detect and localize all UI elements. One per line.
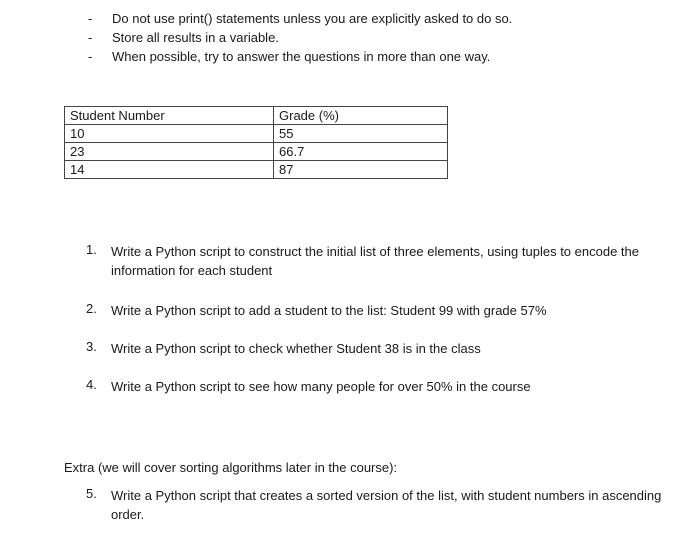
cell-grade: 66.7: [274, 143, 448, 161]
grades-table: [64, 106, 448, 179]
cell-grade: 55: [274, 125, 448, 143]
bullet-dash: -: [88, 30, 93, 45]
table-row: [65, 143, 448, 161]
question-line: Write a Python script that creates a sorted version of the list, with student numbers in ascending: [111, 488, 662, 503]
question-number: 2.: [86, 301, 97, 316]
question-number: 5.: [86, 486, 97, 501]
cell-grade: 87: [274, 161, 448, 179]
question-line: Write a Python script to see how many people for over 50% in the course: [111, 379, 531, 394]
table-row: [65, 161, 448, 179]
question-line: Write a Python script to check whether Student 38 is in the class: [111, 341, 481, 356]
question-text: [111, 301, 547, 320]
table-header-row: [65, 107, 448, 125]
instruction-list: [86, 9, 512, 66]
question-number: 3.: [86, 339, 97, 354]
question-text: [111, 377, 531, 396]
instruction-text: When possible, try to answer the questions in more than one way.: [112, 49, 491, 64]
cell-student-number: 10: [65, 125, 274, 143]
bullet-dash: -: [88, 11, 93, 26]
question-line: information for each student: [111, 263, 273, 278]
column-header-grade: Grade (%): [274, 107, 448, 125]
question-line: Write a Python script to add a student to the list: Student 99 with grade 57%: [111, 303, 547, 318]
cell-student-number: 23: [65, 143, 274, 161]
column-header-student-number: Student Number: [65, 107, 274, 125]
question-text: [111, 486, 661, 524]
instruction-text: Do not use print() statements unless you are explicitly asked to do so.: [112, 11, 513, 26]
question-line: Write a Python script to construct the initial list of three elements, using tuples to encode the: [111, 244, 639, 259]
instruction-text: Store all results in a variable.: [112, 30, 279, 45]
bullet-dash: -: [88, 49, 93, 64]
question-text: [111, 242, 639, 280]
instruction-item: [86, 28, 512, 47]
extra-heading: Extra (we will cover sorting algorithms later in the course):: [64, 460, 398, 475]
question-number: 4.: [86, 377, 97, 392]
instruction-item: [86, 9, 512, 28]
question-text: [111, 339, 481, 358]
table-row: [65, 125, 448, 143]
instruction-item: [86, 47, 512, 66]
question-number: 1.: [86, 242, 97, 257]
question-line: order.: [111, 507, 145, 522]
cell-student-number: 14: [65, 161, 274, 179]
